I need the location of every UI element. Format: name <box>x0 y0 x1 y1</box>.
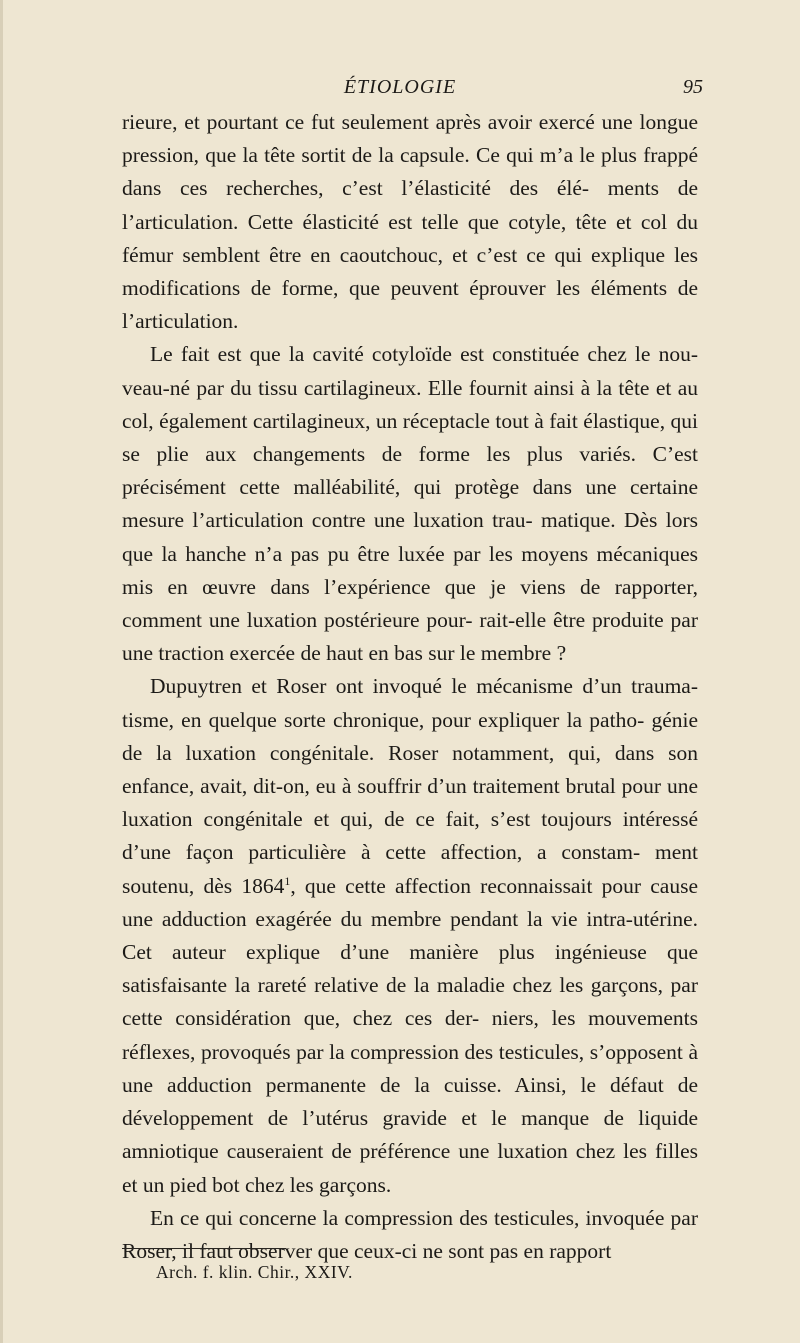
page-number: 95 <box>683 76 703 98</box>
running-head <box>0 76 800 106</box>
footnote: Arch. f. klin. Chir., XXIV. <box>156 1262 353 1282</box>
footnote-marker: 1 <box>284 873 291 888</box>
page-edge <box>0 0 3 1343</box>
paragraph-text: Dupuytren et Roser ont invoqué le mécanisme d’un trauma- tisme, en quelque sorte chronique, pour expliquer la patho- génie de la luxation congénitale. Roser notamment, qui, dans son enfance, avait, dit-on, eu à souffrir d’un traitement brutal pour une luxation congénitale et qui, de ce fait, s’est toujours intéressé d’une façon particulière à cette affection, a constam- ment soutenu, dès 1864 <box>122 674 698 898</box>
paragraph: En ce qui concerne la compression des testicules, invoquée par Roser, il faut observer que ceux-ci ne sont pas en rapport <box>122 1205 698 1263</box>
body-text <box>122 106 698 1268</box>
paragraph: Le fait est que la cavité cotyloïde est constituée chez le nou- veau-né par du tissu cartilagineux. Elle fournit ainsi à la tête et au col, également cartilagineux, un réceptacle tout à fait élastique, qui se plie aux changements de forme les plus variés. C’est précisément cette malléabilité, qui protège dans une certaine mesure l’articulation contre une luxation trau- matique. Dès lors que la hanche n’a pas pu être luxée par les moyens mécaniques mis en œuvre dans l’expérience que je viens de rapporter, comment une luxation postérieure pour- rait-elle être produite par une traction exercée de haut en bas sur le membre ? <box>122 342 698 666</box>
paragraph: rieure, et pourtant ce fut seulement après avoir exercé une longue pression, que la tête sortit de la capsule. Ce qui m’a le plus frappé dans ces recherches, c’est l’élasticité des élé- ments de l’articulation. Cette élasticité est telle que cotyle, tête et col du fémur semblent être en caoutchouc, et c’est ce qui explique les modifications de forme, que peuvent éprouver les éléments de l’articulation. <box>122 110 698 334</box>
paragraph <box>122 670 698 1201</box>
running-title: ÉTIOLOGIE <box>343 76 457 98</box>
paragraph-text: , que cette affection reconnaissait pour cause une adduction exagérée du membre pendant la vie intra-utérine. Cet auteur explique d’une manière plus ingénieuse que satisfaisante la rareté relative de la maladie chez les garçons, par cette considération que, chez ces der- niers, les mouvements réflexes, provoqués par la compression des testicules, s’opposent à une adduction permanente de la cuisse. Ainsi, le défaut de développement de l’utérus gravide et le manque de liquide amniotique causeraient de préférence une luxation chez les filles et un pied bot chez les garçons. <box>122 873 698 1197</box>
footnote-rule <box>122 1248 286 1249</box>
